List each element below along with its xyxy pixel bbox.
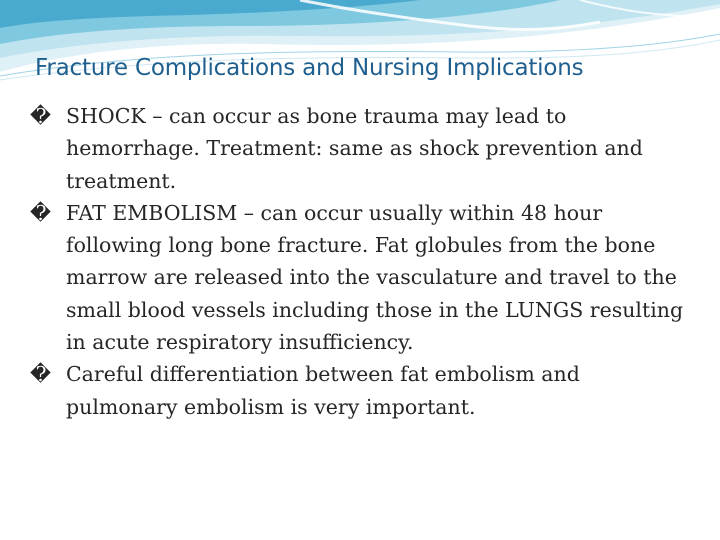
bullet-glyph-icon: �	[30, 200, 52, 225]
bullet-glyph-icon: �	[30, 104, 52, 128]
bullet-glyph-icon: �	[30, 362, 52, 387]
bullet-item-fat-embolism	[30, 197, 690, 358]
bullet-text: FAT EMBOLISM – can occur usually within 48 hour following long bone fracture. Fat globules from the bone marrow are released into the vasculature and travel to the small blood vessels including those in the LUNGS resulting in acute respiratory insufficiency.	[66, 200, 684, 355]
bullet-item-differentiation	[30, 358, 690, 423]
bullet-text: SHOCK – can occur as bone trauma may lead to hemorrhage. Treatment: same as shock prevention and treatment.	[66, 104, 643, 193]
bullet-text: Careful differentiation between fat embolism and pulmonary embolism is very important.	[66, 362, 580, 419]
slide-title: Fracture Complications and Nursing Implications	[35, 55, 584, 81]
bullet-item-shock	[30, 100, 690, 197]
bullet-list	[30, 100, 690, 423]
